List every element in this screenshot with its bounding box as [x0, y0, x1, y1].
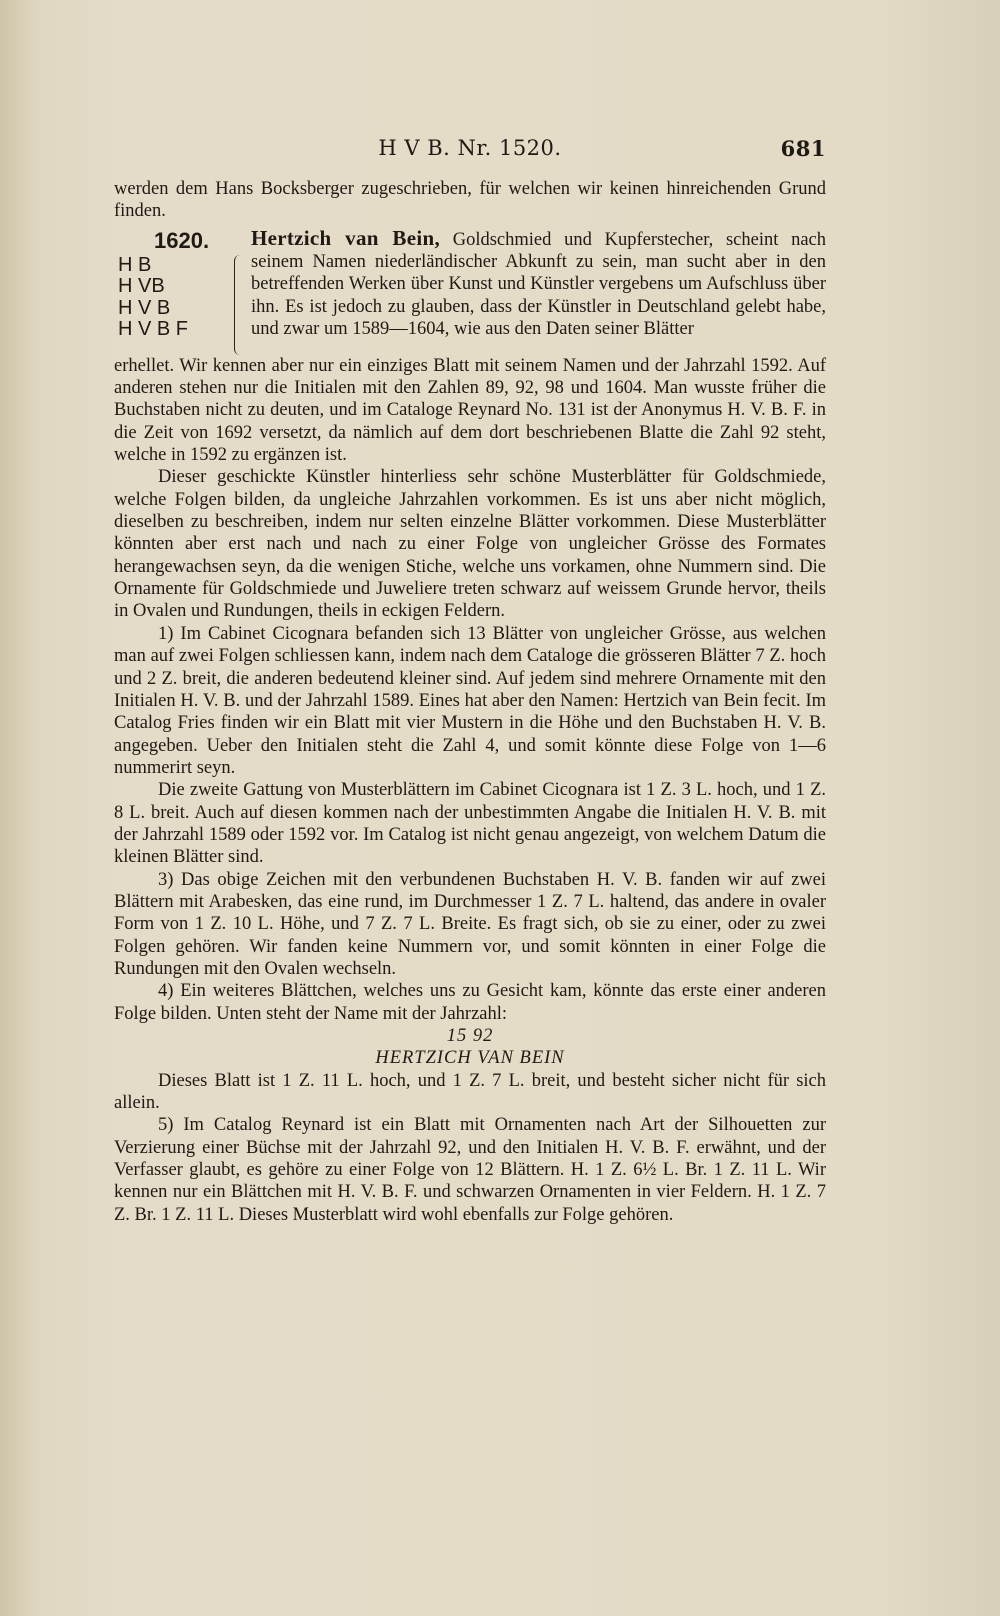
- monogram-column: [114, 227, 234, 355]
- monogram-mark: H V B F: [118, 318, 189, 341]
- entry-description: Goldschmied und Kupferstecher, scheint nach seinem Namen niederländischer Abkunft zu sein, man sucht aber in den betreffenden Werken über Kunst und Künstler vergebens um Aufschluss über ihn. Es ist jedoch zu glauben, dass der Künstler in Deutschland gelebt habe, und zwar um 1589—1604, wie aus den Daten seiner Blätter: [251, 229, 827, 340]
- signature-line: HERTZICH VAN BEIN: [375, 1048, 565, 1069]
- paragraph: 1) Im Cabinet Cicognara befanden sich 13 Blätter von ungleicher Grösse, aus welchen man auf zwei Folgen schliessen kann, indem nach dem Cataloge die grösseren Blätter 7 Z. hoch und 2 Z. breit, die anderen bedeutend kleiner sind. Auf jedem sind mehrere Ornamente mit den Initialen H. V. B. und der Jahrzahl 1589. Eines hat aber den Namen: Hertzich van Bein fecit. Im Catalog Fries finden wir ein Blatt mit vier Mustern in die Höhe und den Buchstaben H. V. B. angegeben. Ueber den Initialen steht die Zahl 4, und somit könnte diese Folge von 1—6 nummerirt seyn.: [114, 623, 826, 778]
- paragraph: 4) Ein weiteres Blättchen, welches uns zu Gesicht kam, könnte das erste einer anderen Folge bilden. Unten steht der Name mit der Jahrzahl:: [114, 981, 826, 1024]
- monogram-mark: H B: [118, 253, 152, 276]
- artist-name: Hertzich van Bein,: [251, 225, 440, 250]
- body-text: [114, 178, 826, 1226]
- date-line: 15 92: [446, 1026, 494, 1046]
- running-head: H V B. Nr. 1520.: [378, 136, 562, 160]
- entry-number: 1620.: [154, 227, 210, 253]
- paragraph: Die zweite Gattung von Musterblättern im Cabinet Cicognara ist 1 Z. 3 L. hoch, und 1 Z. 8 L. breit. Auch auf diesen kommen nach der unbestimmten Angabe die Initialen H. V. B. mit der Jahrzahl 1589 oder 1592 vor. Im Catalog ist nicht genau angezeigt, von welchem Datum die kleinen Blätter sind.: [114, 780, 826, 868]
- paragraph: Dieser geschickte Künstler hinterliess sehr schöne Musterblätter für Goldschmiede, welche Folgen bilden, da ungleiche Jahrzahlen vorkommen. Es ist uns aber nicht möglich, dieselben zu beschreiben, indem nur selten einzelne Blätter vorkommen. Diese Musterblätter könnten aber erst nach und nach zu einer Folge von ungleicher Grösse des Formates herangewachsen seyn, da die wenigen Stiche, welche uns vorkamen, ohne Nummern sind. Die Ornamente für Goldschmiede und Juweliere treten schwarz auf weissem Grunde hervor, theils in Ovalen und Rundungen, theils in eckigen Feldern.: [114, 467, 826, 622]
- paragraph: Dieses Blatt ist 1 Z. 11 L. hoch, und 1 Z. 7 L. breit, und besteht sicher nicht für sich allein.: [114, 1070, 826, 1114]
- page-header: [114, 136, 826, 166]
- catalog-entry: [114, 227, 826, 355]
- page-number: 681: [780, 136, 826, 161]
- brace: [234, 255, 243, 355]
- paragraph: 5) Im Catalog Reynard ist ein Blatt mit Ornamenten nach Art der Silhouetten zur Verzierung einer Büchse mit der Jahrzahl 92, und den Initialen H. V. B. F. erwähnt, und der Verfasser glaubt, es gehöre zu einer Folge von 12 Blättern. H. 1 Z. 6½ L. Br. 1 Z. 11 L. Wir kennen nur ein Blättchen mit H. V. B. F. und schwarzen Ornamenten in vier Feldern. H. 1 Z. 7 Z. Br. 1 Z. 11 L. Dieses Musterblatt wird wohl ebenfalls zur Folge gehören.: [114, 1115, 826, 1225]
- paragraph-continuation: werden dem Hans Bocksberger zugeschrieben, für welchen wir keinen hinreichenden Grund finden.: [114, 179, 826, 222]
- paragraph: erhellet. Wir kennen aber nur ein einziges Blatt mit seinem Namen und der Jahrzahl 1592. Auf anderen stehen nur die Initialen mit den Zahlen 89, 92, 98 und 1604. Man wusste früher die Buchstaben nicht zu deuten, und im Cataloge Reynard No. 131 ist der Anonymus H. V. B. F. in die Zeit von 1692 versetzt, da nämlich auf dem dort beschriebenen Blatte die Zahl 92 steht, welche in 1592 zu ergänzen ist.: [114, 355, 826, 466]
- monogram-mark: H VB: [118, 275, 165, 298]
- paragraph: 3) Das obige Zeichen mit den verbundenen Buchstaben H. V. B. fanden wir auf zwei Blättern mit Arabesken, das eine rund, im Durchmesser 1 Z. 7 L. haltend, das andere in ovaler Form von 1 Z. 10 L. Höhe, und 7 Z. 7 L. Breite. Es fragt sich, ob sie zu einer, oder zu zwei Folgen gehören. Wir fanden keine Nummern vor, und somit könnten in einer Folge die Rundungen mit den Ovalen wechseln.: [114, 869, 826, 979]
- entry-text: [251, 227, 826, 355]
- monogram-mark: H V B: [118, 296, 171, 319]
